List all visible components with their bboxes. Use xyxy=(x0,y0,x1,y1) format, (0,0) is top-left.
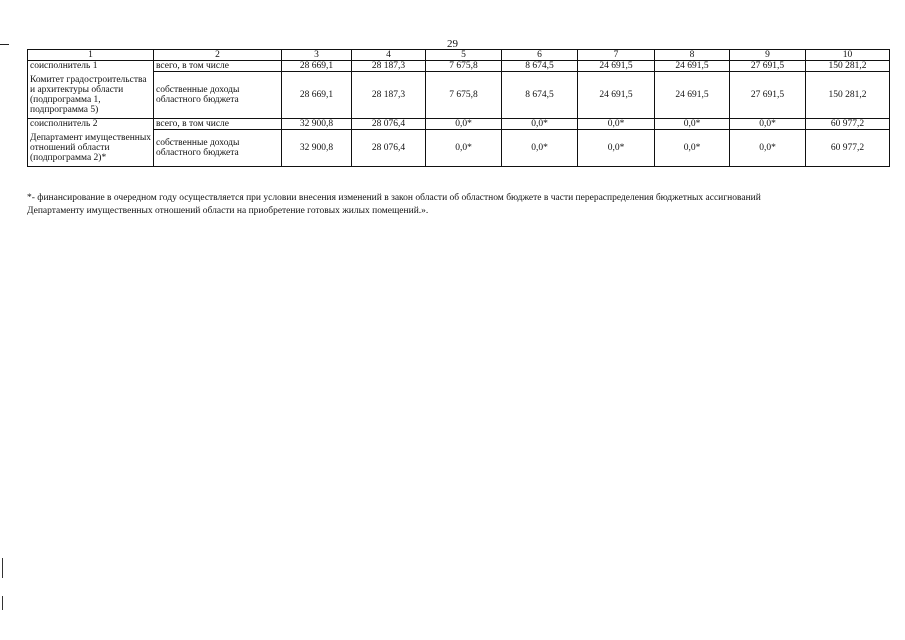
table-cell: 27 691,5 xyxy=(730,61,806,72)
budget-table xyxy=(27,49,890,167)
table-cell: 28 669,1 xyxy=(282,61,352,72)
funding-source: всего, в том числе xyxy=(154,61,282,72)
footnote-line: *- финансирование в очередном году осуществляется при условии внесения изменений в закон области об областном бюджете в части перераспределения бюджетных ассигнований xyxy=(27,193,761,203)
table-row xyxy=(28,119,890,130)
table-cell: 0,0* xyxy=(578,130,655,167)
column-header: 2 xyxy=(154,50,282,61)
column-header: 10 xyxy=(806,50,890,61)
funding-source: всего, в том числе xyxy=(154,119,282,130)
funding-source: собственные доходы областного бюджета xyxy=(154,130,282,167)
table-row xyxy=(28,61,890,72)
table-cell: 24 691,5 xyxy=(655,61,730,72)
column-header: 5 xyxy=(426,50,502,61)
executor-name: Комитет градостроительства и архитектуры области (подпрограмма 1, подпрограмма 5) xyxy=(28,72,154,119)
table-cell: 28 187,3 xyxy=(352,72,426,119)
table-cell: 28 669,1 xyxy=(282,72,352,119)
table-cell: 0,0* xyxy=(426,119,502,130)
executor-title: соисполнитель 2 xyxy=(28,119,154,130)
table-cell: 7 675,8 xyxy=(426,61,502,72)
table-cell: 0,0* xyxy=(655,130,730,167)
column-header: 4 xyxy=(352,50,426,61)
table-cell: 24 691,5 xyxy=(578,61,655,72)
table-cell: 0,0* xyxy=(730,130,806,167)
table-row xyxy=(28,130,890,167)
table-cell: 0,0* xyxy=(426,130,502,167)
table-cell: 8 674,5 xyxy=(502,72,578,119)
executor-title: соисполнитель 1 xyxy=(28,61,154,72)
executor-name: Департамент имущественных отношений области (подпрограмма 2)* xyxy=(28,130,154,167)
table-cell: 60 977,2 xyxy=(806,130,890,167)
table-cell: 24 691,5 xyxy=(578,72,655,119)
column-header: 9 xyxy=(730,50,806,61)
footnote xyxy=(27,192,897,218)
table-cell: 150 281,2 xyxy=(806,61,890,72)
table-cell: 28 187,3 xyxy=(352,61,426,72)
table-row xyxy=(28,72,890,119)
column-header: 6 xyxy=(502,50,578,61)
column-header: 3 xyxy=(282,50,352,61)
footnote-line: Департаменту имущественных отношений области на приобретение готовых жилых помещений.». xyxy=(27,206,429,216)
table-cell: 0,0* xyxy=(578,119,655,130)
table-cell: 28 076,4 xyxy=(352,130,426,167)
scan-edge-mark xyxy=(2,558,3,578)
table-cell: 150 281,2 xyxy=(806,72,890,119)
margin-rule xyxy=(0,44,9,45)
page-number: 29 xyxy=(447,38,458,50)
table-cell: 0,0* xyxy=(655,119,730,130)
table-cell: 32 900,8 xyxy=(282,119,352,130)
table-cell: 27 691,5 xyxy=(730,72,806,119)
table-cell: 0,0* xyxy=(730,119,806,130)
table-cell: 24 691,5 xyxy=(655,72,730,119)
table-cell: 32 900,8 xyxy=(282,130,352,167)
table-cell: 0,0* xyxy=(502,130,578,167)
table-cell: 8 674,5 xyxy=(502,61,578,72)
scan-edge-mark xyxy=(2,596,3,610)
column-header: 1 xyxy=(28,50,154,61)
table-cell: 60 977,2 xyxy=(806,119,890,130)
funding-source: собственные доходы областного бюджета xyxy=(154,72,282,119)
table-cell: 0,0* xyxy=(502,119,578,130)
header-row xyxy=(28,50,890,61)
table-cell: 28 076,4 xyxy=(352,119,426,130)
table-cell: 7 675,8 xyxy=(426,72,502,119)
column-header: 8 xyxy=(655,50,730,61)
column-header: 7 xyxy=(578,50,655,61)
